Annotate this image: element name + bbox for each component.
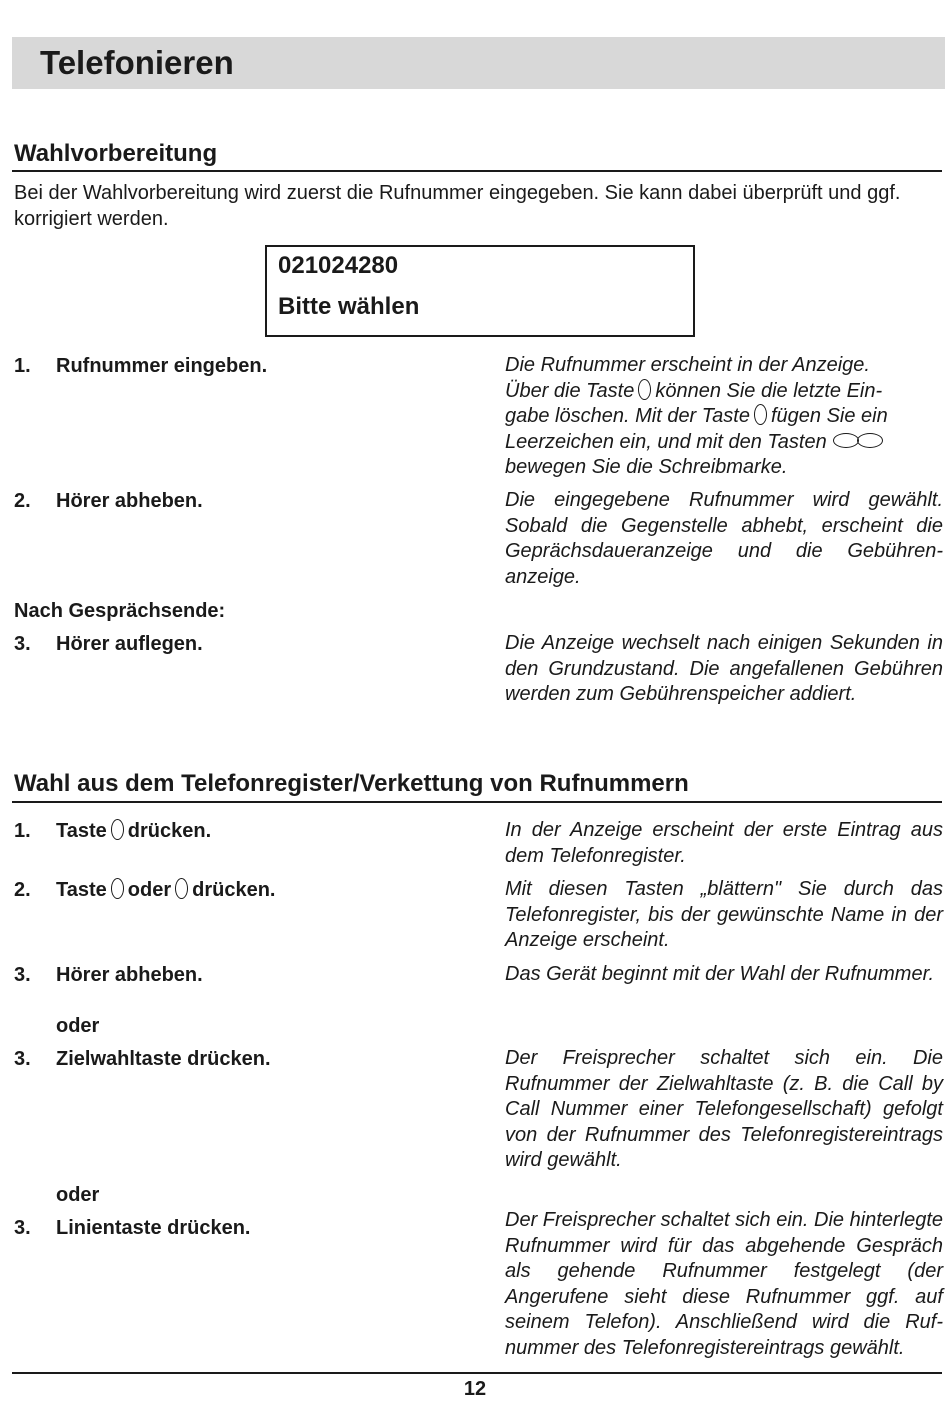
desc-line: bewegen Sie die Schreibmarke. xyxy=(505,456,788,479)
oval-key-icon xyxy=(754,404,767,425)
oval-key-icon xyxy=(638,379,651,400)
step-label: Rufnummer eingeben. xyxy=(56,355,268,377)
left-arrow-key-icon xyxy=(833,433,859,448)
display-number: 021024280 xyxy=(278,252,399,279)
section-divider xyxy=(12,170,942,172)
step-label: Hörer auflegen. xyxy=(56,633,203,655)
after-call-label: Nach Gesprächsende: xyxy=(14,600,226,622)
step-number: 3. xyxy=(14,964,31,986)
desc-line: Die Rufnummer erscheint in der Anzeige. xyxy=(505,354,870,376)
right-arrow-key-icon xyxy=(857,433,883,448)
step-label: Zielwahltaste drücken. xyxy=(56,1048,271,1070)
chapter-header xyxy=(12,37,945,89)
oval-key-icon xyxy=(111,878,124,899)
step-number: 2. xyxy=(14,879,31,901)
step-description: Der Freisprecher schaltet sich ein. Die hinterlegte Rufnummer wird für das abgehende Gespräch als gehende Rufnummer festgelegt (der Angerufene sieht diese Rufnummer ggf. auf seinem Telefon). Anschließend wird die Rufnummer des Telefonregistereintrags gewählt. xyxy=(505,1209,943,1359)
footer-divider xyxy=(12,1372,942,1374)
phone-display xyxy=(265,245,695,337)
step-number: 2. xyxy=(14,490,31,512)
display-status: Bitte wählen xyxy=(278,293,420,320)
step-description: Die Anzeige wechselt nach einigen Sekunden in den Grundzustand. Die angefallenen Gebühren werden zum Gebührenspeicher addiert. xyxy=(505,632,943,706)
step-label: Hörer abheben. xyxy=(56,490,203,512)
oval-key-icon xyxy=(175,878,188,899)
desc-line: Leerzeichen ein, und mit den Tasten xyxy=(505,430,943,456)
step-description xyxy=(505,353,943,481)
step-description: In der Anzeige erscheint der erste Eintrag aus dem Telefonregister. xyxy=(505,819,943,867)
step-description: Das Gerät beginnt mit der Wahl der Rufnummer. xyxy=(505,963,935,985)
step-label: Taste oder drücken. xyxy=(56,879,276,901)
oder-label: oder xyxy=(56,1015,100,1037)
chapter-title: Telefonieren xyxy=(40,44,234,81)
page-number: 12 xyxy=(463,1378,487,1400)
step-label: Hörer abheben. xyxy=(56,964,203,986)
desc-line: Über die Taste können Sie die letzte Ein- xyxy=(505,379,883,402)
intro-paragraph: Bei der Wahlvorbereitung wird zuerst die Rufnummer eingegeben. Sie kann dabei überprüft und ggf. korrigiert werden. xyxy=(14,182,901,230)
section-title-wahlvorbereitung: Wahlvorbereitung xyxy=(14,140,218,167)
section-title-telefonregister: Wahl aus dem Telefonregister/Verkettung von Rufnummern xyxy=(14,770,689,797)
step-number: 1. xyxy=(14,355,31,377)
step-number: 3. xyxy=(14,1048,31,1070)
step-description: Der Freisprecher schaltet sich ein. Die Rufnummer der Zielwahltaste (z. B. die Call by Call Nummer einer Telefongesellschaft) gefolgt von der Rufnummer des Telefonregistereintrags wird gewählt. xyxy=(505,1047,943,1172)
step-label: Taste drücken. xyxy=(56,820,212,842)
desc-line: gabe löschen. Mit der Taste fügen Sie ein xyxy=(505,405,888,428)
oval-key-icon xyxy=(111,819,124,840)
step-number: 3. xyxy=(14,1217,31,1239)
oder-label: oder xyxy=(56,1184,100,1206)
step-description: Die eingegebene Rufnummer wird gewählt. Sobald die Gegenstelle abhebt, erscheint die Geprächsdaueranzeige und die Gebührenanzeige. xyxy=(505,489,943,588)
step-label: Linientaste drücken. xyxy=(56,1217,251,1239)
step-number: 3. xyxy=(14,633,31,655)
section-divider xyxy=(12,801,942,803)
step-number: 1. xyxy=(14,820,31,842)
step-description: Mit diesen Tasten „blättern" Sie durch das Telefonregister, bis der gewünschte Name in der Anzeige erscheint. xyxy=(505,878,943,952)
